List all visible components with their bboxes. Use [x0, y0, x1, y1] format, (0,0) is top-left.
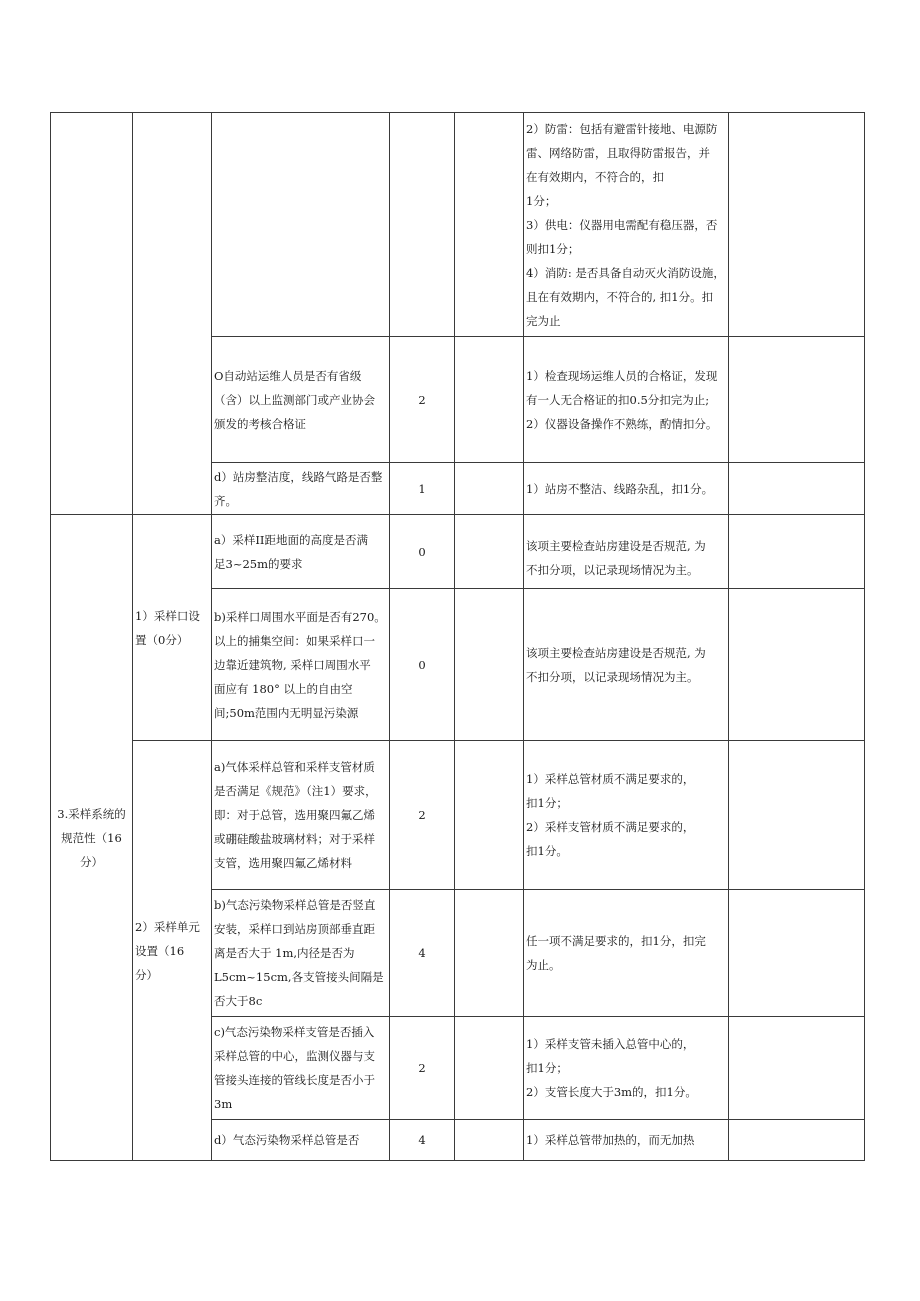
criteria-cell: c)气态污染物采样支管是否插入 采样总管的中心，监测仪器与支 管接头连接的管线长度是否小于 3m: [212, 1017, 390, 1120]
deduction-cell: 1）检查现场运维人员的合格证，发现 有一人无合格证的扣0.5分扣完为止; 2）仪器设备操作不熟练，酌情扣分。: [524, 337, 729, 463]
criteria-cell: O自动站运维人员是否有省级 （含）以上监测部门或产业协会 颁发的考核合格证: [212, 337, 390, 463]
score-cell: 2: [390, 337, 455, 463]
remarks-cell: [729, 515, 865, 589]
deduction-cell: 任一项不满足要求的，扣1分，扣完 为止。: [524, 890, 729, 1017]
criteria-cell: a）采样II距地面的高度是否满 足3~25m的要求: [212, 515, 390, 589]
remarks-cell: [729, 337, 865, 463]
score-cell: 1: [390, 463, 455, 515]
actual-score-cell: [455, 463, 524, 515]
remarks-cell: [729, 463, 865, 515]
actual-score-cell: [455, 589, 524, 741]
remarks-cell: [729, 890, 865, 1017]
score-cell: 2: [390, 741, 455, 890]
actual-score-cell: [455, 1017, 524, 1120]
actual-score-cell: [455, 741, 524, 890]
deduction-cell: 1）采样支管未插入总管中心的， 扣1分； 2）支管长度大于3m的，扣1分。: [524, 1017, 729, 1120]
deduction-cell: 1）采样总管材质不满足要求的， 扣1分； 2）采样支管材质不满足要求的， 扣1分。: [524, 741, 729, 890]
criteria-cell: a)气体采样总管和采样支管材质 是否满足《规范》（注1）要求， 即：对于总管，选用聚四氟乙烯 或硼硅酸盐玻璃材料；对于采样 支管，选用聚四氟乙烯材料: [212, 741, 390, 890]
remarks-cell: [729, 1120, 865, 1161]
subsection-title-cell: 1）采样口设 置（0分）: [133, 515, 212, 741]
actual-score-cell: [455, 1120, 524, 1161]
remarks-cell: [729, 741, 865, 890]
score-cell: [390, 113, 455, 337]
criteria-cell: d）气态污染物采样总管是否: [212, 1120, 390, 1161]
remarks-cell: [729, 1017, 865, 1120]
actual-score-cell: [455, 890, 524, 1017]
criteria-cell: d）站房整洁度，线路气路是否整 齐。: [212, 463, 390, 515]
criteria-cell: [212, 113, 390, 337]
subsection-title-cell: 2）采样单元 设置（16 分）: [133, 741, 212, 1161]
actual-score-cell: [455, 515, 524, 589]
actual-score-cell: [455, 337, 524, 463]
table-row: [51, 741, 865, 890]
table-row: [51, 113, 865, 337]
score-cell: 2: [390, 1017, 455, 1120]
evaluation-table: [50, 112, 865, 1161]
actual-score-cell: [455, 113, 524, 337]
deduction-cell: 2）防雷：包括有避雷针接地、电源防 雷、网络防雷，且取得防雷报告，并 在有效期内，不符合的，扣 1分； 3）供电：仪器用电需配有稳压器，否 则扣1分； 4）消防: 是否具备自动灭火消防设施， 且在有效期内，不符合的, 扣1分。扣 完为止: [524, 113, 729, 337]
score-cell: 0: [390, 515, 455, 589]
subsection-cell: [133, 113, 212, 515]
score-cell: 0: [390, 589, 455, 741]
score-cell: 4: [390, 1120, 455, 1161]
remarks-cell: [729, 589, 865, 741]
deduction-cell: 该项主要检查站房建设是否规范, 为 不扣分项，以记录现场情况为主。: [524, 589, 729, 741]
deduction-cell: 该项主要检查站房建设是否规范, 为 不扣分项，以记录现场情况为主。: [524, 515, 729, 589]
section-cell: [51, 113, 133, 515]
deduction-cell: 1）站房不整洁、线路杂乱，扣1分。: [524, 463, 729, 515]
criteria-cell: b)气态污染物采样总管是否竖直 安装，采样口到站房顶部垂直距 离是否大于 1m,内径是否为 L5cm~15cm,各支管接头间隔是 否大于8c: [212, 890, 390, 1017]
table-row: [51, 515, 865, 589]
deduction-cell: 1）采样总管带加热的，而无加热: [524, 1120, 729, 1161]
section-title-cell: 3.采样系统的 规范性（16 分）: [51, 515, 133, 1161]
remarks-cell: [729, 113, 865, 337]
criteria-cell: b)采样口周围水平面是否有270。 以上的捕集空间：如果采样口一 边靠近建筑物, 采样口周围水平 面应有 180° 以上的自由空 间;50m范围内无明显污染源: [212, 589, 390, 741]
score-cell: 4: [390, 890, 455, 1017]
